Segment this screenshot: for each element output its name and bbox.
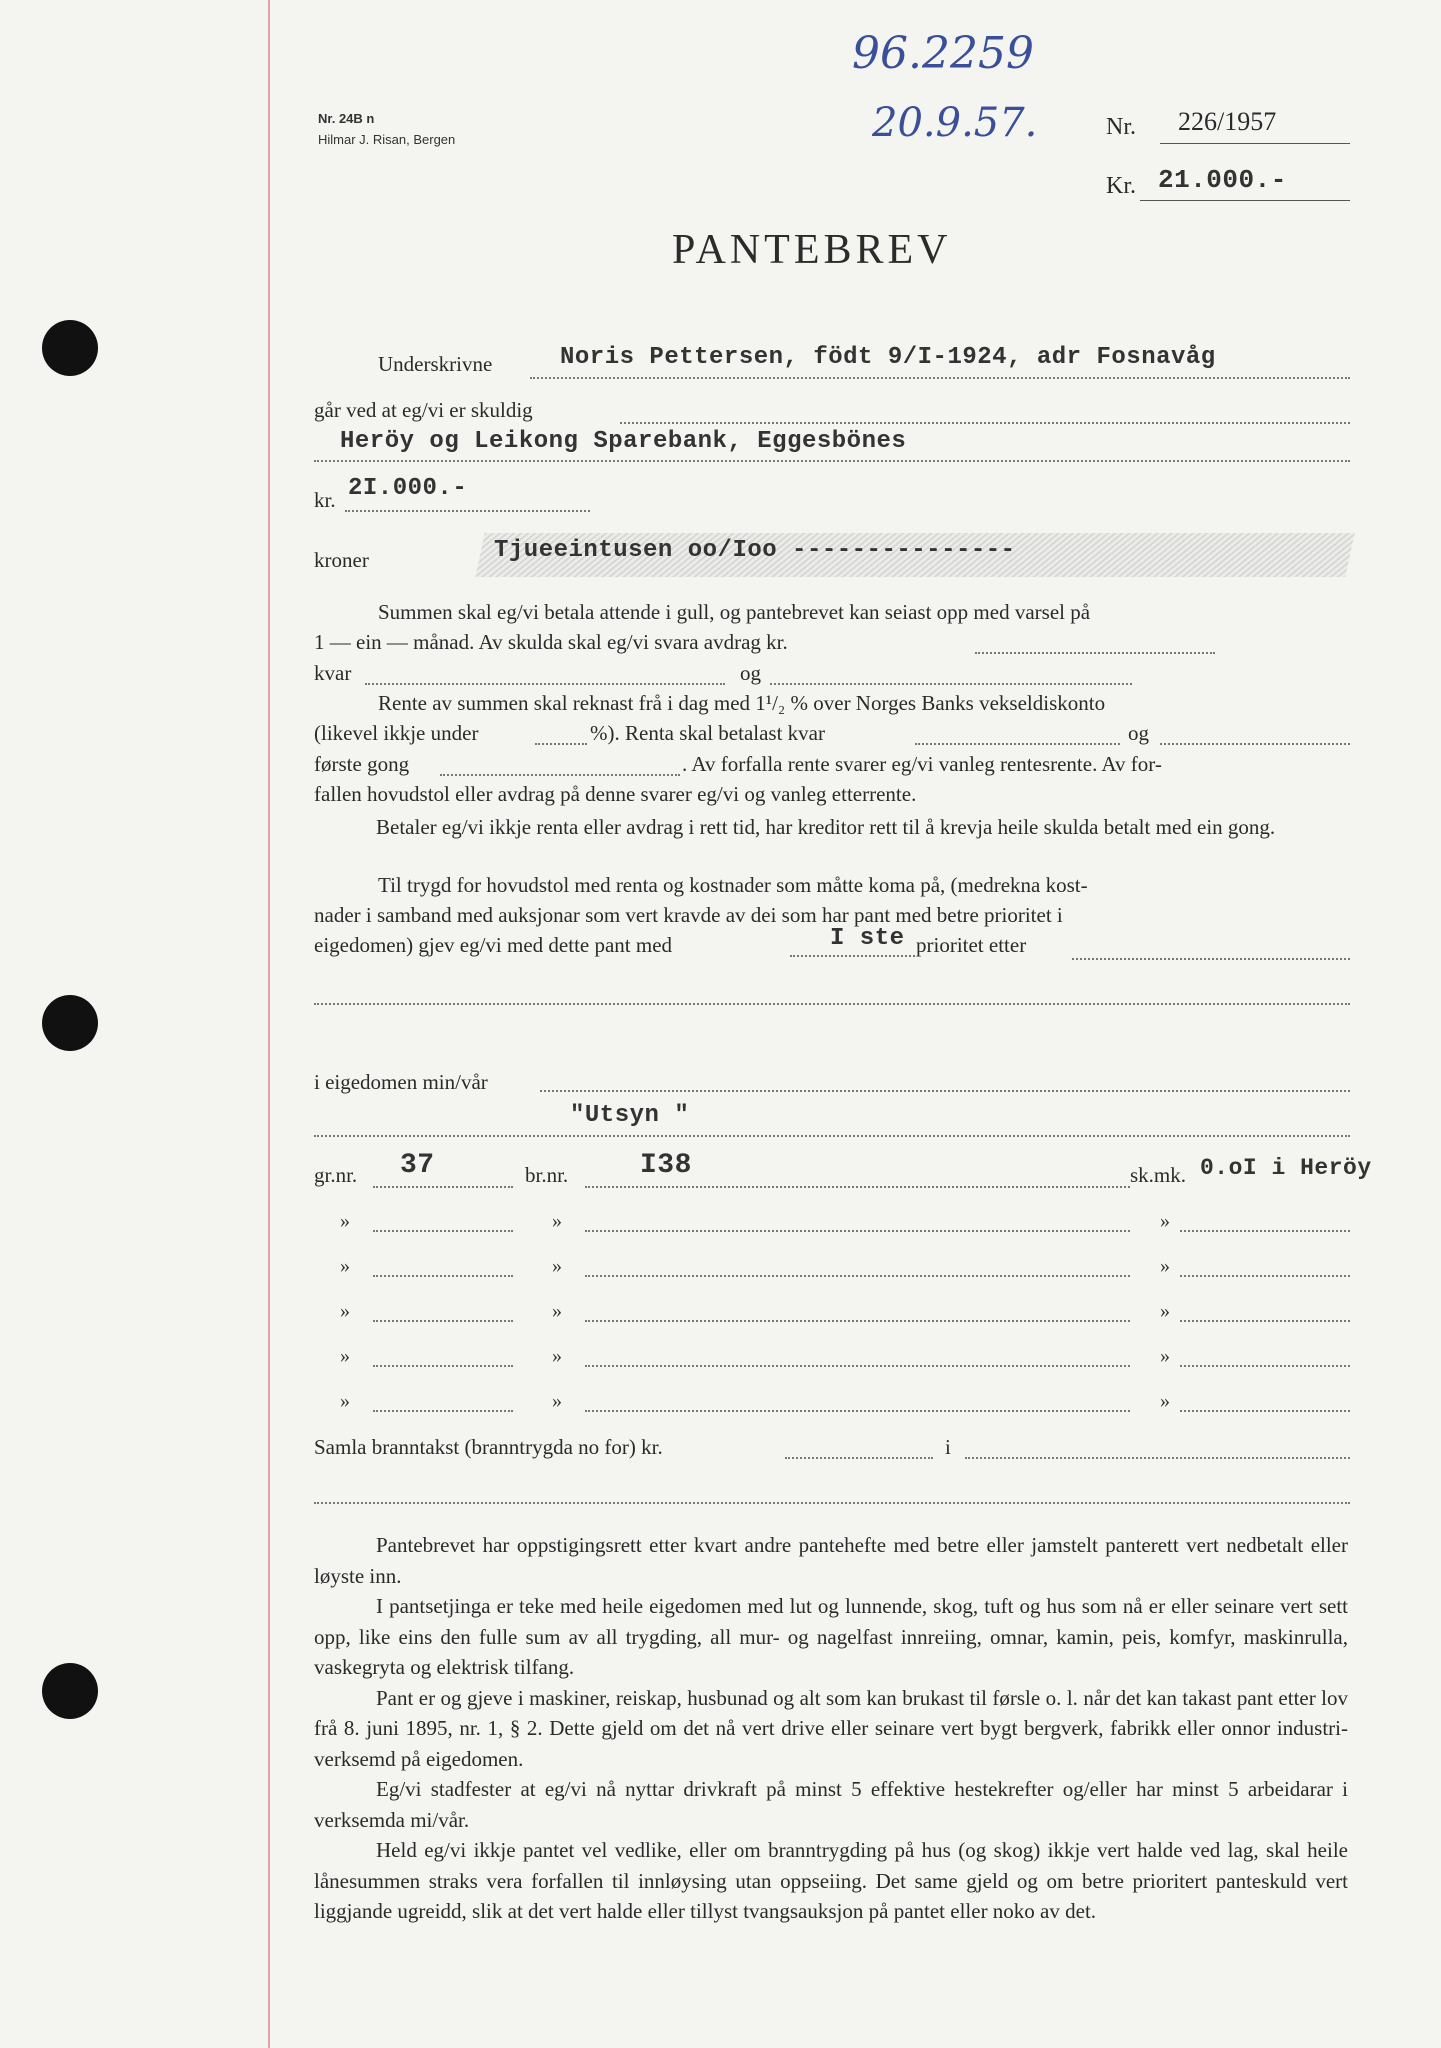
p1-line2: 1 — ein — månad. Av skulda skal eg/vi svara avdrag kr. (314, 630, 788, 654)
kvar-line (365, 683, 725, 685)
ditto-gr-4: » (340, 1345, 350, 1367)
kr-underline (1140, 200, 1350, 201)
ditto-gr-1: » (340, 1210, 350, 1232)
ditto-sk-line-5 (1180, 1410, 1350, 1412)
kroner-value: Tjueeintusen oo/Ioo --------------- (494, 537, 1016, 564)
ditto-br-line-1 (585, 1230, 1130, 1232)
nr-label: Nr. (1106, 114, 1136, 140)
p2-line2a: (likevel ikkje under (314, 721, 479, 745)
og-line (770, 683, 1132, 685)
p1-line1: Summen skal eg/vi betala attende i gull, og pantebrevet kan seiast opp med varsel på (378, 600, 1091, 624)
underskrivne-line (530, 377, 1350, 379)
ditto-gr-line-2 (373, 1275, 513, 1277)
kroner-label: kroner (314, 548, 369, 572)
skuldig-label: går ved at eg/vi er skuldig (314, 398, 533, 422)
p2-line4: fallen hovudstol eller avdrag på denne svarer eg/vi og vanleg etterrente. (314, 782, 917, 806)
skmk-value: 0.oI i Heröy (1200, 1155, 1372, 1181)
eigedomen-label: i eigedomen min/vår (314, 1070, 488, 1094)
branntakst-kr-line (785, 1457, 933, 1459)
clause-3: Pant er og gjeve i maskiner, reiskap, husbunad og alt som kan brukast til førsle o. l. når det kan takast pant etter lov frå 8. juni 1895, nr. 1, § 2. Dette gjeld om det nå vert drive eller seinare vert bygt bergverk, fabrikk eller onnor industri-verksemd på eigedomen. (314, 1685, 1348, 1771)
p4-line3b: prioritet etter (916, 933, 1027, 957)
ditto-gr-line-3 (373, 1320, 513, 1322)
p3-text: Betaler eg/vi ikkje renta eller avdrag i rett tid, har kreditor rett til å krevja heile skulda betalt med ein gong. (376, 815, 1276, 839)
ditto-gr-5: » (340, 1390, 350, 1412)
p1-kvar: kvar (314, 661, 352, 685)
brnr-line (585, 1186, 1130, 1188)
ditto-sk-line-1 (1180, 1230, 1350, 1232)
ditto-br-line-3 (585, 1320, 1130, 1322)
nr-value: 226/1957 (1178, 107, 1277, 136)
kr-value: 21.000.- (1158, 165, 1287, 195)
ditto-br-3: » (552, 1300, 562, 1322)
skuldig-line (620, 422, 1350, 424)
ditto-gr-line-4 (373, 1365, 513, 1367)
p4-line2: nader i samband med auksjonar som vert kravde av dei som har pant med betre prioritet i (314, 903, 1063, 927)
rente-kvar-line (915, 743, 1120, 745)
ditto-sk-line-2 (1180, 1275, 1350, 1277)
p2-line2c: og (1128, 721, 1149, 745)
p2-line3a: første gong (314, 752, 410, 776)
property-name-line (314, 1135, 1350, 1137)
margin-rule (268, 0, 270, 2048)
kr-amount-label: kr. (314, 488, 336, 512)
ditto-sk-5: » (1160, 1390, 1170, 1412)
ditto-gr-3: » (340, 1300, 350, 1322)
p2-line1: Rente av summen skal reknast frå i dag med 1¹/₂ % over Norges Banks vekseldiskonto (378, 691, 1106, 715)
clause-4: Eg/vi stadfester at eg/vi nå nyttar drivkraft på minst 5 effektive hestekrefter og/eller har minst 5 arbeidarar i verksemda mi/vår. (314, 1777, 1348, 1832)
p4-line1: Til trygd for hovudstol med renta og kostnader som måtte koma på, (medrekna kost- (378, 873, 1088, 897)
clause-2: I pantsetjinga er teke med heile eigedomen med lut og lunnende, skog, tuft og hus som nå er eller seinare vert sett opp, like eins den fulle sum av all trygding, all mur- og nagelfast innreiing, omnar, kamin, peis, komfyr, maskinrulla, vaskegryta og elektrisk tilfang. (314, 1594, 1348, 1679)
clause-1: Pantebrevet har oppstigingsrett etter kvart andre pantehefte med betre eller jamstelt panterett vert nedbetalt eller løyste inn. (314, 1533, 1348, 1588)
ditto-sk-1: » (1160, 1210, 1170, 1232)
ditto-sk-line-4 (1180, 1365, 1350, 1367)
kr-amount-line (345, 510, 590, 512)
grnr-line (373, 1186, 513, 1188)
skmk-label: sk.mk. (1130, 1163, 1187, 1187)
p2-line2b: %). Renta skal betalast kvar (590, 721, 825, 745)
nr-underline (1160, 143, 1350, 144)
eigedomen-line (540, 1090, 1350, 1092)
handwritten-date: 20.9.57. (872, 100, 1038, 146)
ditto-sk-2: » (1160, 1255, 1170, 1277)
kr-label: Kr. (1106, 173, 1136, 199)
handwritten-reference: 96.2259 (852, 28, 1034, 79)
punch-hole-middle (42, 995, 98, 1051)
property-name: "Utsyn " (570, 1102, 690, 1129)
branntakst-i-line (965, 1457, 1350, 1459)
ditto-br-5: » (552, 1390, 562, 1412)
etter-line-2 (314, 1003, 1350, 1005)
under-line (535, 743, 587, 745)
ditto-br-line-2 (585, 1275, 1130, 1277)
branntakst-i: i (945, 1435, 951, 1459)
rente-og-line (1160, 743, 1350, 745)
document-title: PANTEBREV (672, 227, 952, 273)
creditor-line (314, 460, 1350, 462)
brnr-value: I38 (640, 1150, 692, 1181)
etter-line (1072, 958, 1350, 960)
grnr-label: gr.nr. (314, 1163, 358, 1187)
kr-amount-value: 2I.000.- (348, 475, 468, 502)
underskrivne-label: Underskrivne (378, 352, 493, 376)
p2-line3b: . Av forfalla rente svarer eg/vi vanleg rentesrente. Av for- (682, 752, 1162, 776)
p4-line3a: eigedomen) gjev eg/vi med dette pant med (314, 933, 673, 957)
clauses (314, 1530, 1348, 1927)
ditto-gr-line-1 (373, 1230, 513, 1232)
branntakst-line-2 (314, 1502, 1350, 1504)
ditto-sk-4: » (1160, 1345, 1170, 1367)
ditto-br-1: » (552, 1210, 562, 1232)
grnr-value: 37 (400, 1150, 435, 1181)
priority-value: I ste (830, 925, 905, 952)
ditto-br-line-5 (585, 1410, 1130, 1412)
priority-line (790, 955, 915, 957)
p1-og: og (740, 661, 761, 685)
ditto-br-4: » (552, 1345, 562, 1367)
ditto-br-line-4 (585, 1365, 1130, 1367)
forste-gong-line (440, 774, 680, 776)
underskrivne-value: Noris Pettersen, födt 9/I-1924, adr Fosnavåg (560, 344, 1216, 371)
ditto-sk-line-3 (1180, 1320, 1350, 1322)
ditto-gr-line-5 (373, 1410, 513, 1412)
brnr-label: br.nr. (525, 1163, 569, 1187)
branntakst-label: Samla branntakst (branntrygda no for) kr. (314, 1435, 663, 1459)
ditto-br-2: » (552, 1255, 562, 1277)
ditto-gr-2: » (340, 1255, 350, 1277)
clause-5: Held eg/vi ikkje pantet vel vedlike, eller om branntrygding på hus (og skog) ikkje vert halde ved lag, skal heile lånesummen straks vera forfallen til innløysing utan oppseiing. Det same gjeld og om betre prioritert panteskuld vert liggjande ugreidd, slik at det vert halde eller tillyst tvangsauksjon på pantet eller noko av det. (314, 1838, 1348, 1923)
creditor-value: Heröy og Leikong Sparebank, Eggesbönes (340, 428, 907, 455)
form-number: Nr. 24B n (318, 111, 375, 126)
punch-hole-bottom (42, 1663, 98, 1719)
punch-hole-top (42, 320, 98, 376)
ditto-sk-3: » (1160, 1300, 1170, 1322)
publisher: Hilmar J. Risan, Bergen (318, 132, 456, 147)
avdrag-line (975, 652, 1215, 654)
